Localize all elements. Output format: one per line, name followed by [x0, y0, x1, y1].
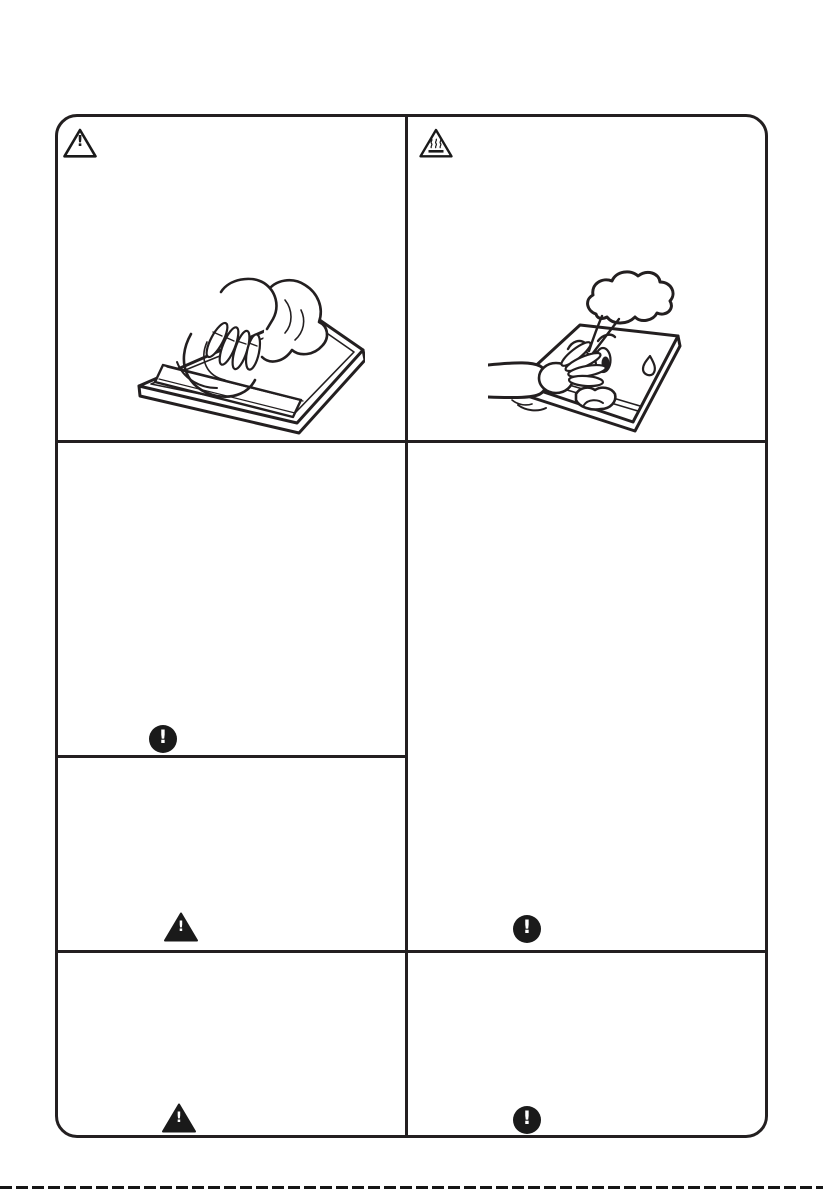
exclamation-glyph: !: [158, 726, 168, 748]
cell-cleaning-warning: [58, 117, 405, 440]
caution-triangle-filled-icon: [163, 911, 199, 943]
caution-triangle-filled-icon: [161, 1102, 197, 1134]
cell-note-2: [408, 443, 765, 950]
exclamation-circle-icon: [149, 725, 177, 753]
hand-wiping-device-illustration: [125, 270, 365, 440]
cell-note-1: [58, 443, 405, 755]
exclamation-circle-icon: [513, 915, 541, 943]
exclamation-glyph: !: [177, 919, 185, 935]
safety-table: [55, 114, 768, 1138]
hot-surface-triangle-icon: [418, 127, 454, 159]
exclamation-glyph: !: [522, 1107, 532, 1129]
cell-caution-1: [58, 758, 405, 950]
caution-triangle-outline-icon: [62, 127, 98, 159]
exclamation-glyph: !: [522, 916, 532, 938]
exclamation-glyph: !: [76, 132, 84, 150]
cell-note-3: [408, 953, 765, 1135]
page-cut-line: [0, 1186, 823, 1189]
hand-touching-hot-device-illustration: [488, 270, 693, 440]
cell-hot-surface-warning: [408, 117, 765, 440]
exclamation-glyph: !: [175, 1110, 183, 1126]
cell-caution-2: [58, 953, 405, 1135]
exclamation-circle-icon: [513, 1106, 541, 1134]
